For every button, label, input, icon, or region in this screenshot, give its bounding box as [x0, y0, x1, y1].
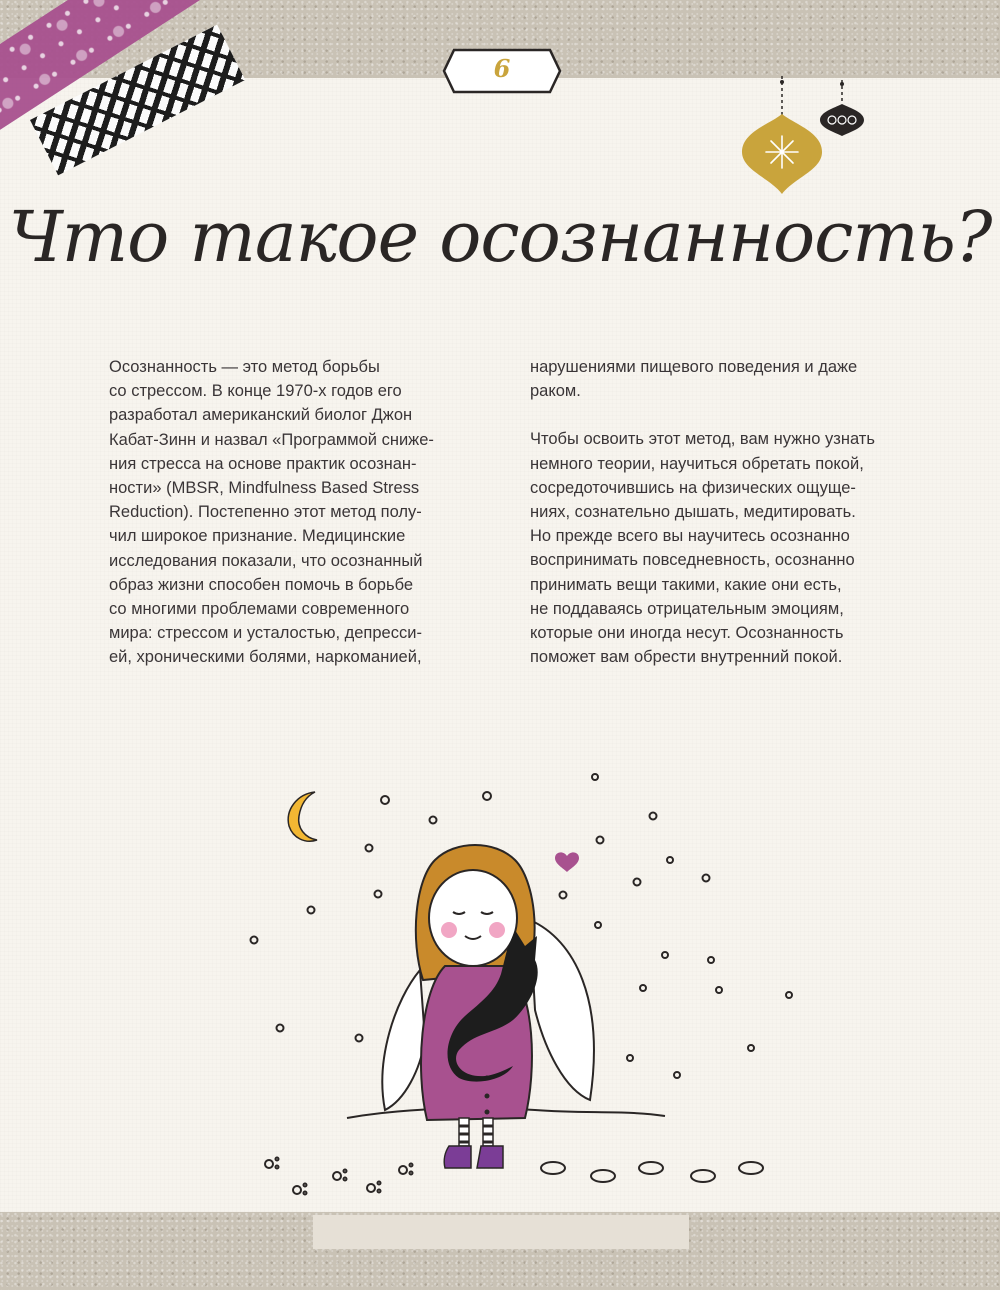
- text-line: со многими проблемами современного: [109, 600, 410, 619]
- text-line: образ жизни способен помочь в борьбе: [109, 575, 414, 594]
- right-paragraph-2: [530, 427, 900, 669]
- face: [429, 870, 517, 966]
- footprints: [265, 1158, 763, 1195]
- text-line: которые они иногда несут. Осознанность: [530, 624, 844, 643]
- right-paragraph-1: [530, 355, 900, 403]
- text-line: чил широкое признание. Медицинские: [109, 527, 406, 546]
- text-line: немного теории, научиться обретать покой,: [530, 454, 864, 473]
- text-line: Но прежде всего вы научитесь осознанно: [530, 527, 850, 546]
- left-text-column: [109, 355, 479, 670]
- right-text-column: [530, 355, 900, 669]
- text-line: поможет вам обрести внутренний покой.: [530, 648, 843, 667]
- text-line: Осознанность — это метод борьбы: [109, 358, 380, 376]
- text-line: ния стресса на основе практик осознан-: [109, 454, 417, 473]
- text-line: ей, хроническими болями, наркоманией,: [109, 648, 422, 667]
- text-line: исследования показали, что осознанный: [109, 551, 423, 570]
- left-paragraph: [109, 355, 479, 670]
- text-line: не поддаваясь отрицательным эмоциям,: [530, 599, 844, 618]
- moon-icon: [288, 792, 317, 841]
- text-line: нарушениями пищевого поведения и даже: [530, 358, 858, 376]
- angel-girl-illustration: [245, 770, 805, 1210]
- text-line: со стрессом. В конце 1970-х годов его: [109, 382, 402, 401]
- page-number: 6: [493, 54, 511, 83]
- text-line: разработал американский биолог Джон: [109, 406, 413, 425]
- text-line: воспринимать повседневность, осознанно: [530, 551, 855, 570]
- christmas-ornaments: [730, 76, 880, 206]
- page-title: Что такое осознанность?: [8, 196, 992, 278]
- bottom-paper-strip: [313, 1215, 689, 1249]
- text-line: Чтобы освоить этот метод, вам нужно узнать: [530, 430, 875, 449]
- boots: [444, 1146, 503, 1168]
- text-line: Reduction). Постепенно этот метод полу-: [109, 503, 422, 522]
- text-line: мира: стрессом и усталостью, депресси-: [109, 624, 422, 643]
- text-line: ниях, сознательно дышать, медитировать.: [530, 503, 856, 522]
- heart-icon: [555, 852, 579, 872]
- text-line: принимать вещи такими, какие они есть,: [530, 575, 842, 594]
- striped-legs: [459, 1118, 493, 1146]
- text-line: раком.: [530, 382, 581, 401]
- text-line: сосредоточившись на физических ощуще-: [530, 478, 856, 497]
- dark-bauble-icon: [820, 80, 864, 136]
- gold-bauble-icon: [742, 76, 822, 194]
- text-line: Кабат-Зинн и назвал «Программой сниже-: [109, 430, 434, 449]
- text-line: ности» (MBSR, Mindfulness Based Stress: [109, 479, 420, 498]
